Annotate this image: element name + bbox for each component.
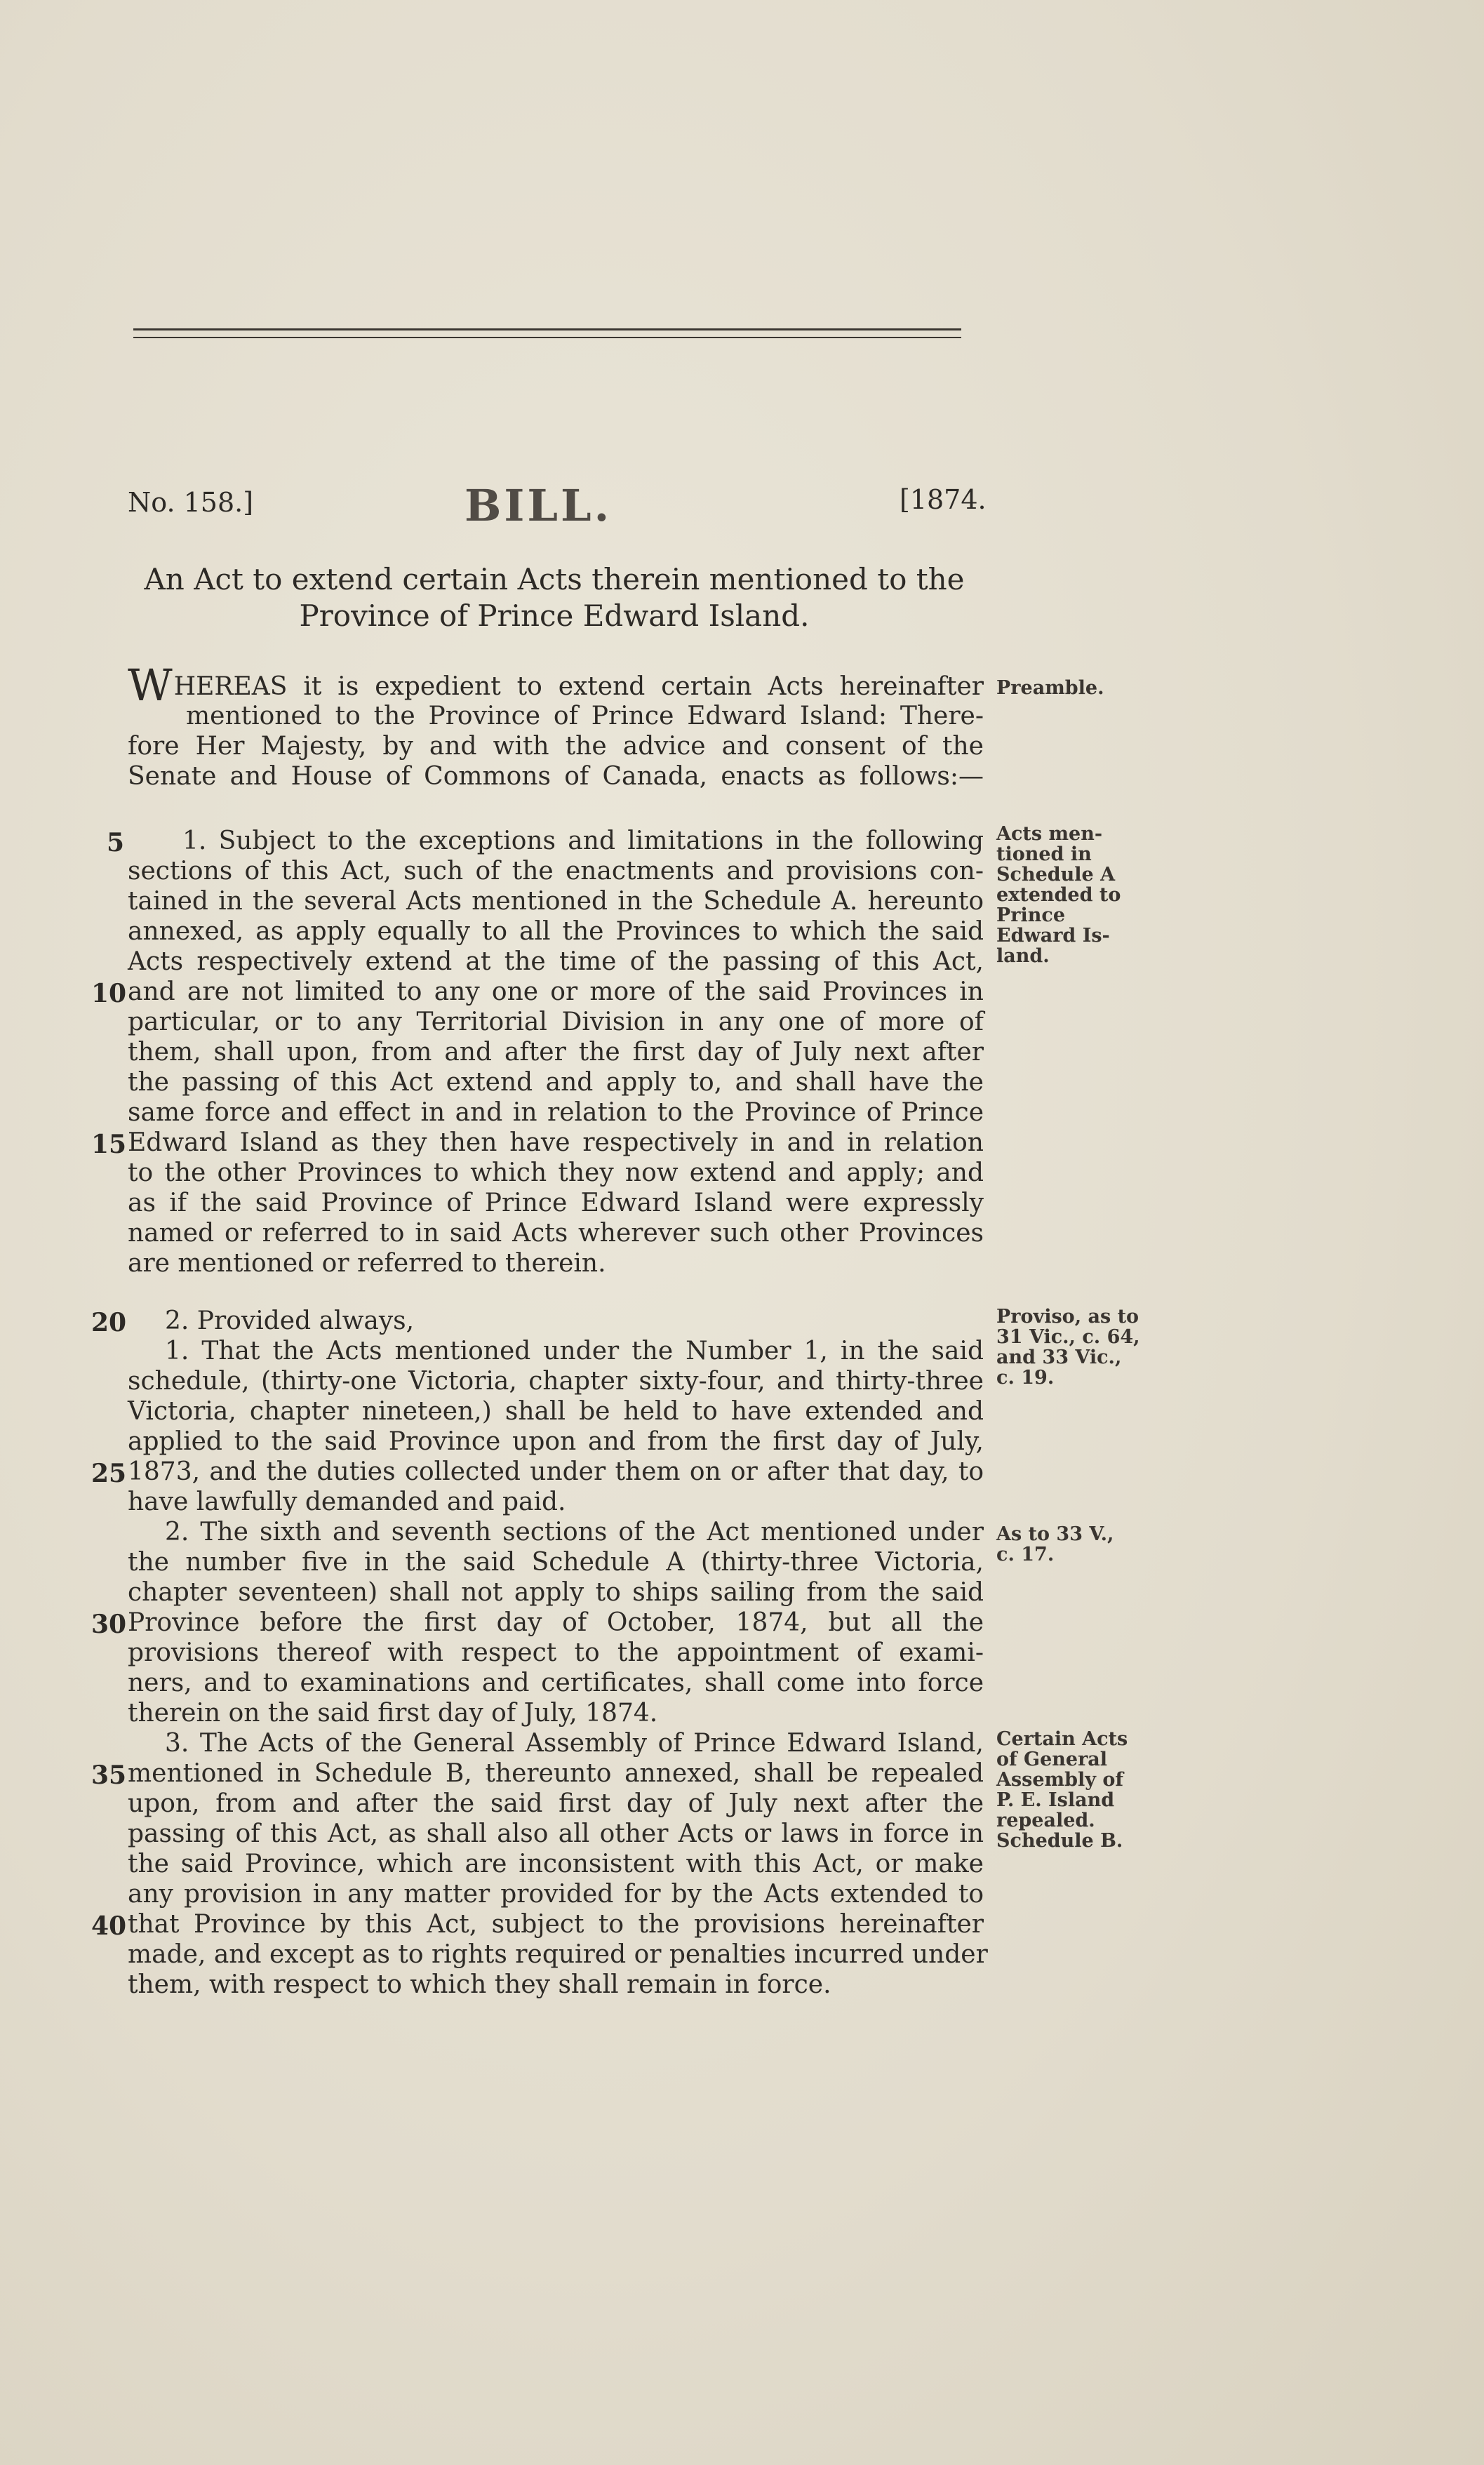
section2-line: chapter seventeen) shall not apply to ships sailing from the said bbox=[128, 1578, 984, 1607]
act-title-line-1: An Act to extend certain Acts therein mentioned to the bbox=[144, 562, 965, 596]
margin-note-section1 bbox=[996, 824, 1165, 966]
section1-line: named or referred to in said Acts wherever such other Provinces bbox=[128, 1219, 984, 1248]
margin-note-line: 31 Vic., c. 64, bbox=[996, 1326, 1140, 1348]
preamble-line-4: Senate and House of Commons of Canada, enacts as follows:— bbox=[128, 762, 984, 791]
section1-line: are mentioned or referred to therein. bbox=[128, 1249, 606, 1278]
line-number: 35 bbox=[91, 1761, 127, 1790]
bill-number: No. 158.] bbox=[128, 487, 254, 518]
section1-line: to the other Provinces to which they now extend and apply; and bbox=[128, 1158, 984, 1187]
section2-line: Province before the first day of October, 1874, but all the bbox=[128, 1608, 984, 1637]
margin-note-line: Prince bbox=[996, 904, 1066, 926]
margin-note-line: and 33 Vic., bbox=[996, 1347, 1122, 1368]
section1-line: 1. Subject to the exceptions and limitations in the following bbox=[182, 827, 984, 855]
section2-line: 2. The sixth and seventh sections of the Act mentioned under bbox=[165, 1518, 984, 1547]
top-rule bbox=[133, 328, 961, 330]
margin-note-line: As to 33 V., bbox=[996, 1523, 1114, 1545]
margin-note-line: Schedule A bbox=[996, 864, 1116, 886]
section2-line: passing of this Act, as shall also all other Acts or laws in force in bbox=[128, 1819, 984, 1848]
section2-line: that Province by this Act, subject to the provisions hereinafter bbox=[128, 1910, 984, 1939]
section2-line: 1. That the Acts mentioned under the Number 1, in the said bbox=[165, 1337, 984, 1365]
line-number: 30 bbox=[91, 1610, 127, 1639]
section2-line: the number five in the said Schedule A (thirty-three Victoria, bbox=[128, 1548, 984, 1577]
margin-note-proviso bbox=[996, 1307, 1165, 1388]
bill-heading: BILL. bbox=[464, 480, 613, 531]
preamble-line-2: mentioned to the Province of Prince Edward Island: There- bbox=[186, 702, 984, 730]
margin-note-line: c. 19. bbox=[996, 1367, 1055, 1389]
section1-line: and are not limited to any one or more of the said Provinces in bbox=[128, 977, 984, 1006]
line-number: 25 bbox=[91, 1459, 127, 1488]
preamble-text: HEREAS it is expedient to extend certain Acts hereinafter bbox=[173, 672, 984, 701]
line-number: 10 bbox=[91, 979, 127, 1008]
bill-header bbox=[128, 480, 991, 533]
section1-line: as if the said Province of Prince Edward Island were expressly bbox=[128, 1189, 984, 1217]
section1-line: Acts respectively extend at the time of the passing of this Act, bbox=[128, 947, 984, 976]
section2-line: them, with respect to which they shall remain in force. bbox=[128, 1970, 831, 1999]
section2-line: 3. The Acts of the General Assembly of Prince Edward Island, bbox=[165, 1729, 984, 1758]
section2-line: schedule, (thirty-one Victoria, chapter sixty-four, and thirty-three bbox=[128, 1367, 984, 1396]
margin-note-line: tioned in bbox=[996, 843, 1092, 865]
margin-note-line: Edward Is- bbox=[996, 925, 1110, 947]
section2-line: 2. Provided always, bbox=[165, 1307, 415, 1335]
section2-line: any provision in any matter provided for by the Acts extended to bbox=[128, 1880, 984, 1909]
section2-line: mentioned in Schedule B, thereunto annexed, shall be repealed bbox=[128, 1759, 984, 1788]
section1-line: Edward Island as they then have respectively in and in relation bbox=[128, 1128, 984, 1157]
margin-note-line: c. 17. bbox=[996, 1544, 1055, 1565]
preamble-line-3: fore Her Majesty, by and with the advice and consent of the bbox=[128, 732, 984, 761]
top-rule-thin bbox=[133, 337, 961, 338]
act-title-line-2: Province of Prince Edward Island. bbox=[299, 599, 810, 633]
margin-note-line: land. bbox=[996, 945, 1050, 967]
margin-note-certain-acts bbox=[996, 1729, 1165, 1851]
margin-note-preamble: Preamble. bbox=[996, 677, 1104, 699]
margin-note-line: Certain Acts bbox=[996, 1728, 1128, 1750]
section2-line: 1873, and the duties collected under them on or after that day, to bbox=[128, 1457, 984, 1486]
section2-line: upon, from and after the said first day of July next after the bbox=[128, 1789, 984, 1818]
dropcap: W bbox=[128, 660, 173, 711]
bill-year: [1874. bbox=[900, 484, 987, 515]
section1-line: same force and effect in and in relation to the Province of Prince bbox=[128, 1098, 984, 1127]
section1-line: the passing of this Act extend and apply to, and shall have the bbox=[128, 1068, 984, 1097]
section1-line: annexed, as apply equally to all the Provinces to which the said bbox=[128, 917, 984, 946]
margin-note-as-to bbox=[996, 1524, 1165, 1565]
section1-line: tained in the several Acts mentioned in the Schedule A. hereunto bbox=[128, 887, 984, 916]
act-title bbox=[105, 561, 1003, 634]
line-number: 40 bbox=[91, 1911, 127, 1941]
preamble-line-1 bbox=[128, 660, 984, 711]
margin-note-line: Acts men- bbox=[996, 823, 1103, 845]
line-number: 15 bbox=[91, 1130, 127, 1159]
margin-note-line: extended to bbox=[996, 884, 1121, 906]
section2-line: the said Province, which are inconsistent with this Act, or make bbox=[128, 1850, 984, 1878]
margin-note-line: Schedule B. bbox=[996, 1830, 1123, 1852]
margin-note-line: Assembly of bbox=[996, 1769, 1123, 1791]
section2-line: have lawfully demanded and paid. bbox=[128, 1488, 566, 1516]
margin-note-line: P. E. Island bbox=[996, 1789, 1115, 1811]
section2-line: provisions thereof with respect to the appointment of exami- bbox=[128, 1638, 984, 1667]
section2-line: ners, and to examinations and certificates, shall come into force bbox=[128, 1669, 984, 1697]
margin-note-line: repealed. bbox=[996, 1810, 1095, 1831]
section2-line: Victoria, chapter nineteen,) shall be held to have extended and bbox=[128, 1397, 984, 1426]
section1-line: particular, or to any Territorial Division in any one of more of bbox=[128, 1008, 984, 1036]
line-number: 5 bbox=[107, 828, 125, 857]
section1-line: them, shall upon, from and after the first day of July next after bbox=[128, 1038, 984, 1067]
margin-note-line: of General bbox=[996, 1749, 1108, 1770]
section2-line: made, and except as to rights required or penalties incurred under bbox=[128, 1940, 988, 1969]
margin-note-line: Proviso, as to bbox=[996, 1306, 1139, 1328]
line-number: 20 bbox=[91, 1308, 127, 1337]
section2-line: applied to the said Province upon and from the first day of July, bbox=[128, 1427, 984, 1456]
section1-line: sections of this Act, such of the enactments and provisions con- bbox=[128, 857, 984, 886]
section2-line: therein on the said first day of July, 1874. bbox=[128, 1699, 658, 1728]
